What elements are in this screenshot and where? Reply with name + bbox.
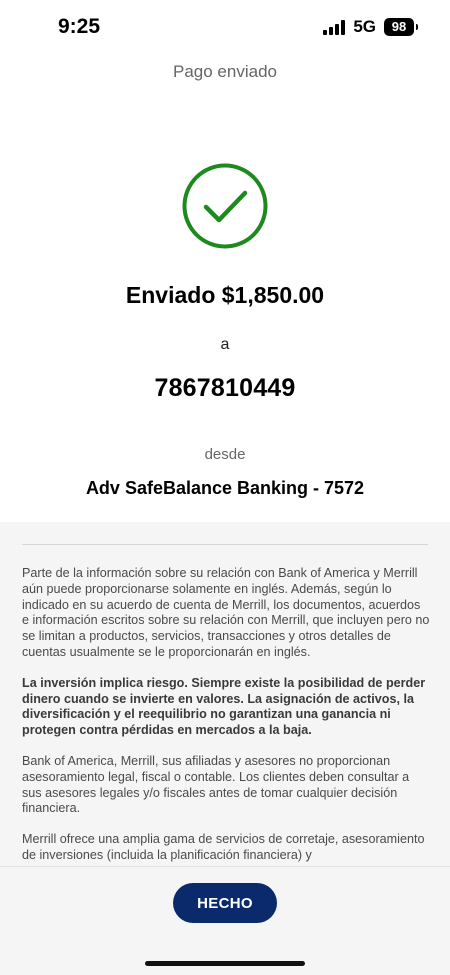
page-title: Pago enviado: [173, 62, 277, 81]
disclosure-paragraph: Parte de la información sobre su relación con Bank of America y Merrill aún puede proporcionarse solamente en inglés. Además, según lo indicado en su acuerdo de cuenta de Merrill, los documentos, acuerdos e información escritos sobre su relación con Merrill, que incluyen pero no se limitan a productos, servicios, transacciones y otros detalles de cuentas usualmente se le proporcionarán en inglés.: [22, 566, 430, 659]
divider: [22, 544, 428, 545]
from-label: desde: [204, 446, 246, 463]
recipient-number: 7867810449: [154, 374, 296, 402]
disclosure-paragraph-risk: La inversión implica riesgo. Siempre existe la posibilidad de perder dinero cuando se invierte en valores. La asignación de activos, la diversificación y el reequilibrio no garantizan una ganancia ni protegen contra pérdidas en mercados a la baja.: [22, 675, 426, 738]
home-indicator[interactable]: [145, 961, 305, 966]
disclosure-section[interactable]: [0, 522, 450, 866]
to-label: a: [220, 336, 230, 353]
battery-icon: [384, 18, 414, 36]
status-bar: [0, 0, 450, 54]
status-time: 9:25: [58, 15, 101, 38]
status-indicators: [323, 17, 414, 37]
network-type: 5G: [353, 17, 376, 36]
done-button[interactable]: HECHO: [173, 883, 277, 923]
battery-level: 98: [391, 19, 407, 34]
disclosure-paragraph: Merrill ofrece una amplia gama de servicios de corretaje, asesoramiento de inversiones (incluida la planificación financiera) y: [22, 832, 425, 862]
disclosure-paragraph: Bank of America, Merrill, sus afiliadas y asesores no proporcionan asesoramiento legal, fiscal o contable. Los clientes deben consultar a sus asesores legales y/o fiscales antes de tomar cualquier decisión financiera.: [22, 753, 410, 816]
checkmark-circle-icon: [181, 162, 269, 250]
footer: [0, 866, 450, 975]
disclosure-text: [22, 566, 430, 866]
cellular-signal-icon: [323, 20, 345, 35]
sent-amount: Enviado $1,850.00: [125, 282, 325, 308]
source-account: Adv SafeBalance Banking - 7572: [85, 478, 365, 498]
